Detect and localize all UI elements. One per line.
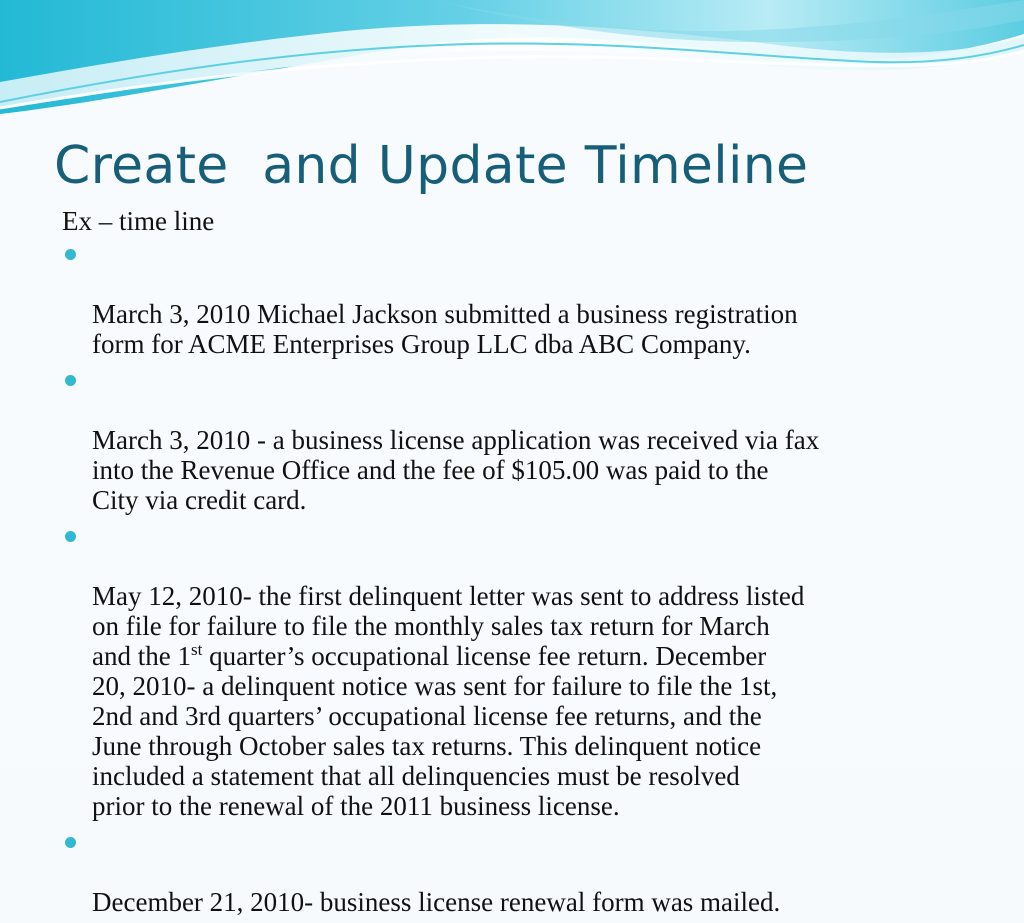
ordinal-suffix: st xyxy=(190,640,203,659)
bullet-text: December 21, 2010- business license renewal form was mailed. xyxy=(92,887,781,917)
bullet-icon xyxy=(65,837,76,848)
bullet-icon xyxy=(65,375,76,386)
slide-title: Create and Update Timeline xyxy=(54,136,809,196)
bullet-text: March 3, 2010 - a business license application was received via fax into the Revenue Office and the fee of $105.00 was paid to the City via credit card. xyxy=(92,425,820,515)
bullet-text-part: May 12, 2010- the first delinquent letter was sent to address listed on file for failure to file the monthly sales tax return for March and the 1 xyxy=(92,581,805,671)
bullet-list xyxy=(62,239,982,917)
bullet-icon xyxy=(65,249,76,260)
decorative-wave-header xyxy=(0,0,1024,130)
bullet-item xyxy=(62,827,982,917)
slide-content xyxy=(62,206,982,923)
bullet-icon xyxy=(65,531,76,542)
bullet-text-part: quarter’s occupational license fee return. December 20, 2010- a delinquent notice was sent for failure to file the 1st, 2nd and 3rd quarters’ occupational license fee returns, and the June through October sales tax returns. This delinquent notice included a statement that all delinquencies must be resolved prior to the renewal of the 2011 business license. xyxy=(92,641,778,821)
bullet-item xyxy=(62,365,982,515)
subheading: Ex – time line xyxy=(62,206,215,236)
bullet-item xyxy=(62,521,982,821)
bullet-item xyxy=(62,239,982,359)
bullet-text: March 3, 2010 Michael Jackson submitted a business registration form for ACME Enterprises Group LLC dba ABC Company. xyxy=(92,299,798,359)
